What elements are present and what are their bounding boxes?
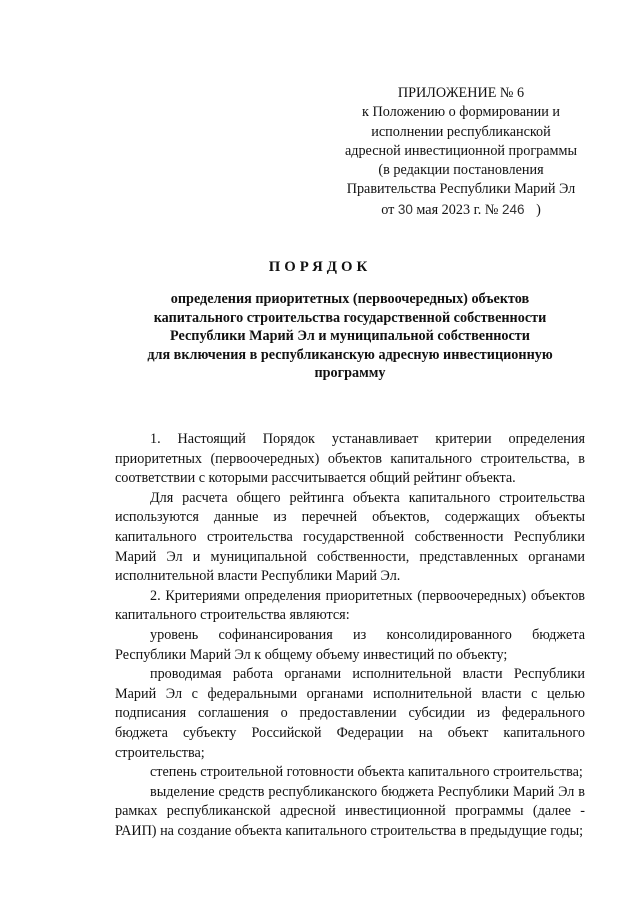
appendix-line: Правительства Республики Марий Эл — [346, 181, 576, 198]
document-subtitle — [110, 290, 590, 383]
paragraph: степень строительной готовности объекта капитального строительства; — [150, 764, 583, 781]
paragraph: уровень софинансирования из консолидированного бюджета Республики Марий Эл к общему объему инвестиций по объекту; — [115, 626, 585, 663]
paragraph: проводимая работа органами исполнительной власти Республики Марий Эл с федеральными органами исполнительной власти с целью подписания соглашения о предоставлении субсидии из федерального бюджета субъекту Российской Федерации на объект капитального строительства; — [115, 666, 585, 761]
appendix-line: (в редакции постановления — [378, 162, 544, 179]
subtitle-line: определения приоритетных (первоочередных) объектов — [170, 291, 530, 307]
date-month-year: мая 2023 г. № — [416, 201, 499, 218]
subtitle-line: для включения в республиканскую адресную инвестиционную — [147, 346, 553, 363]
appendix-line: исполнении республиканской — [371, 123, 551, 140]
date-day: 30 — [397, 201, 413, 217]
document-body — [115, 430, 585, 841]
appendix-line: адресной инвестиционной программы — [344, 142, 578, 159]
paragraph: 1. Настоящий Порядок устанавливает критерии определения приоритетных (первоочередных) объектов капитального строительства, в соответствии с которыми рассчитывается общий рейтинг объекта. — [115, 431, 585, 487]
appendix-date-line — [330, 200, 592, 220]
paragraph: выделение средств республиканского бюджета Республики Марий Эл в рамках республиканской адресной инвестиционной программы (далее - РАИП) на создание объекта капитального строительства в предыдущие годы; — [115, 783, 585, 839]
appendix-header — [330, 84, 592, 220]
date-close: ) — [536, 201, 541, 218]
paragraph: 2. Критериями определения приоритетных (первоочередных) объектов капитального строительства являются: — [115, 587, 585, 624]
subtitle-line: капитального строительства государственной собственности — [153, 309, 547, 326]
subtitle-line: программу — [314, 365, 386, 382]
subtitle-line: Республики Марий Эл и муниципальной собственности — [170, 328, 530, 345]
paragraph: Для расчета общего рейтинга объекта капитального строительства используются данные из перечней объектов, содержащих объекты капитального строительства государственной собственности Республики Марий Эл и муниципальной собственности, представленных органами исполнительной власти Республики Марий Эл. — [115, 489, 585, 585]
date-prefix: от — [381, 201, 395, 218]
document-title: ПОРЯДОК — [268, 259, 372, 275]
appendix-title: ПРИЛОЖЕНИЕ № 6 — [397, 85, 525, 101]
document-number: 246 — [502, 201, 525, 217]
appendix-line: к Положению о формировании и — [362, 104, 560, 121]
